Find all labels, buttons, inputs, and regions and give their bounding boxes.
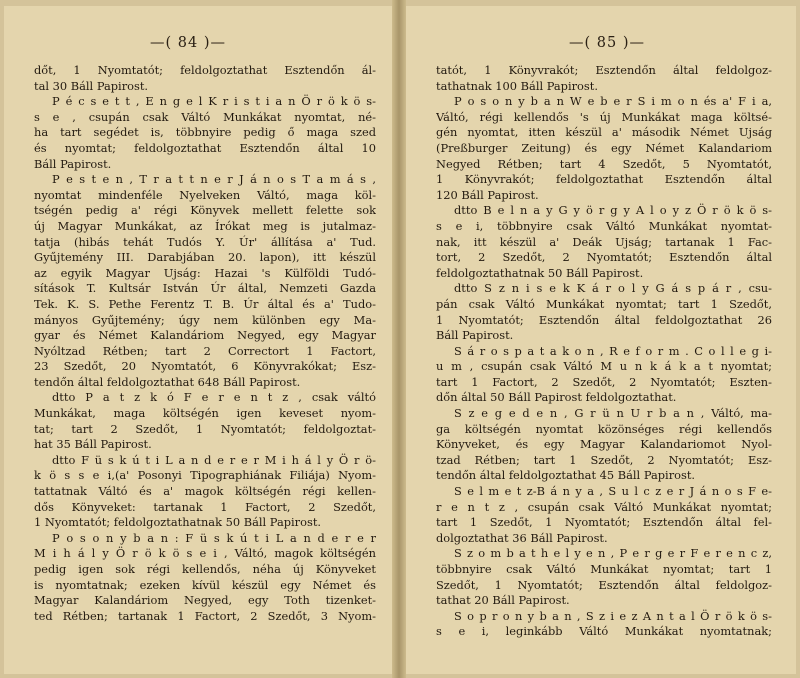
text-line: Gyűjtemény III. Darabjában 20. lapon), itt készül (34, 250, 376, 265)
text-line: Munkákat, maga költségén igen keveset nyom- (34, 406, 376, 421)
text-line: dős Könyveket: tartanak 1 Factort, 2 Szedőt, (34, 499, 376, 514)
text-line: ha tart segédet is, többnyire pedig ő maga szed (34, 125, 376, 140)
text-line: 120 Báll Papirost. (436, 187, 539, 202)
text-line: P o s o n y b a n W e b e r S i m o n és a' F i a, (454, 94, 772, 109)
text-line: s e i, leginkább Váltó Munkákat nyomtatnak; (436, 624, 772, 639)
text-line: és nyomtat; feldolgoztathat Esztendőn által 10 (34, 140, 376, 155)
text-line: tart 1 Factort, 2 Szedőt, 2 Nyomtatót; Eszten- (436, 374, 772, 389)
text-line: is nyomtatnak; ezeken kívül készül egy Német és (34, 577, 376, 592)
text-line: sítások T. Kultsár István Úr által, Nemzeti Gazda (34, 281, 376, 296)
text-line: többnyire csak Váltó Munkákat nyomtat; tart 1 (436, 562, 772, 576)
text-line: M i h á l y Ö r ö k ö s e i , Váltó, magok költségén (34, 546, 376, 561)
text-line: gén nyomtat, itten készül a' második Német Ujság (436, 125, 772, 140)
text-line: ted Rétben; tartanak 1 Factort, 2 Szedőt, 3 Nyom- (34, 608, 376, 623)
text-line: pán csak Váltó Munkákat nyomtat; tart 1 Szedőt, (436, 296, 772, 311)
text-line: tatót, 1 Könyvrakót; Esztendőn által feldolgoz- (436, 63, 772, 77)
text-line: dolgoztathat 36 Báll Papirost. (436, 530, 608, 545)
text-line: P é c s e t t , E n g e l K r i s t i a n Ö r ö k ö s- (52, 94, 376, 109)
text-line: 1 Könyvrakót; feldolgoztathat Esztendőn által (436, 172, 772, 187)
text-line: S o p r o n y b a n , S z i e z A n t a l Ö r ö k ö s- (454, 608, 772, 623)
text-line: dtto P a t z k ó F e r e n t z , csak váltó (52, 390, 376, 405)
text-line: tort, 2 Szedőt, 2 Nyomtatót; Esztendőn által (436, 250, 772, 265)
text-line: Báll Papirost. (34, 156, 112, 171)
text-line: Magyar Kalandáriom Negyed, egy Toth tizenket- (34, 593, 376, 608)
text-line: tzad Rétben; tart 1 Szedőt, 2 Nyomtatót; Esz- (436, 452, 772, 467)
text-line: r e n t z , csupán csak Váltó Munkákat nyomtat; (436, 499, 772, 514)
text-line: S z o m b a t h e l y e n , P e r g e r F e r e n c z, (454, 546, 772, 561)
text-line: Váltó, régi kellendős 's új Munkákat maga költsé- (436, 109, 772, 124)
text-line: dtto F ü s k ú t i L a n d e r e r M i h á l y Ö r ö- (52, 452, 376, 467)
text-line: 1 Nyomtatót; feldolgoztathatnak 50 Báll Papirost. (34, 515, 322, 530)
text-line: tattatnak Váltó és a' magok költségén régi kellen- (34, 484, 376, 499)
text-line: gyar és Német Kalandáriom Negyed, egy Magyar (34, 328, 376, 343)
text-line: Szedőt, 1 Nyomtatót; Esztendőn által feldolgoz- (436, 577, 772, 592)
text-line: Negyed Rétben; tart 4 Szedőt, 5 Nyomtatót, (436, 156, 772, 171)
text-line: dtto B e l n a y G y ö r g y A l o y z Ö r ö k ö s- (454, 203, 772, 218)
text-line: (Preßburger Zeitung) és egy Német Kalandariom (436, 140, 772, 155)
text-line: mányos Gyűjtemény; úgy nem különben egy Ma- (34, 312, 376, 327)
text-line: tat; tart 2 Szedőt, 1 Nyomtatót; feldolgoztat- (34, 421, 376, 436)
page-body (34, 63, 376, 624)
text-line: tathat 20 Báll Papirost. (436, 593, 570, 608)
text-line: Báll Papirost. (436, 328, 514, 343)
text-line: P e s t e n , T r a t t n e r J á n o s T a m á s , (52, 172, 376, 187)
text-line: ga költségén nyomtat közönséges régi kellendős (436, 421, 772, 436)
text-line: tendőn által feldolgoztathat 648 Báll Papirost. (34, 374, 301, 389)
text-line: az egyik Magyar Ujság: Hazai 's Külföldi Tudó- (34, 265, 376, 280)
text-line: Könyveket, és egy Magyar Kalandariomot Nyol- (436, 437, 772, 452)
text-line: hat 35 Báll Papirost. (34, 437, 152, 452)
text-line: 23 Szedőt, 20 Nyomtatót, 6 Könyvrakókat; Esz- (34, 359, 376, 374)
page-number-header: —( 84 )— (150, 35, 226, 51)
text-line: Tek. K. S. Pethe Ferentz T. B. Úr által és a' Tudo- (34, 296, 376, 311)
page-number-header: —( 85 )— (569, 35, 645, 51)
text-line: nyomtat mindenféle Nyelveken Váltó, maga köl- (34, 187, 376, 202)
text-line: tathatnak 100 Báll Papirost. (436, 78, 598, 93)
text-line: S z e g e d e n , G r ü n U r b a n , Váltó, ma- (454, 406, 772, 421)
text-line: pedig igen sok régi kellendős, néha új Könyveket (34, 562, 376, 576)
text-line: tendőn által feldolgoztathat 45 Báll Papirost. (436, 468, 696, 483)
text-line: tatja (hibás tehát Tudós Y. Úr' állítása a' Tud. (34, 234, 376, 249)
text-line: k ö s s e i,(a' Posonyi Tipographiának Filiája) Nyom- (34, 468, 376, 483)
text-line: s e , csupán csak Váltó Munkákat nyomtat, né- (34, 109, 376, 124)
left-page (4, 6, 396, 674)
text-line: dőn által 50 Báll Papirost feldolgoztathat. (436, 390, 677, 405)
text-line: Nyóltzad Rétben; tart 2 Correctort 1 Factort, (34, 343, 376, 358)
text-line: tségén pedig a' régi Könyvek mellett felette sok (34, 203, 376, 218)
text-line: s e i, többnyire csak Váltó Munkákat nyomtat- (436, 218, 772, 233)
text-line: S e l m e t z-B á n y a , S u l c z e r J á n o s F e- (454, 484, 772, 499)
text-line: tart 1 Szedőt, 1 Nyomtatót; Esztendőn által fel- (436, 515, 772, 530)
page-body (436, 63, 772, 640)
text-line: dtto S z n i s e k K á r o l y G á s p á r , csu- (454, 281, 772, 296)
text-line: S á r o s p a t a k o n , R e f o r m . C o l l e g i- (454, 343, 772, 358)
text-line: P o s o n y b a n : F ü s k ú t i L a n d e r e r (52, 530, 376, 545)
text-line: dőt, 1 Nyomtatót; feldolgoztathat Esztendőn ál- (34, 63, 376, 77)
text-line: új Magyar Munkákat, az Írókat meg is jutalmaz- (34, 218, 376, 233)
book-spine-gutter (392, 0, 406, 678)
text-line: tal 30 Báll Papirost. (34, 78, 149, 93)
text-line: nak, itt készül a' Deák Ujság; tartanak 1 Fac- (436, 234, 772, 249)
text-line: u m , csupán csak Váltó M u n k á k a t nyomtat; (436, 359, 772, 374)
text-line: 1 Nyomtatót; Esztendőn által feldolgoztathat 26 (436, 312, 772, 327)
right-page (400, 6, 796, 674)
text-line: feldolgoztathatnak 50 Báll Papirost. (436, 265, 644, 280)
